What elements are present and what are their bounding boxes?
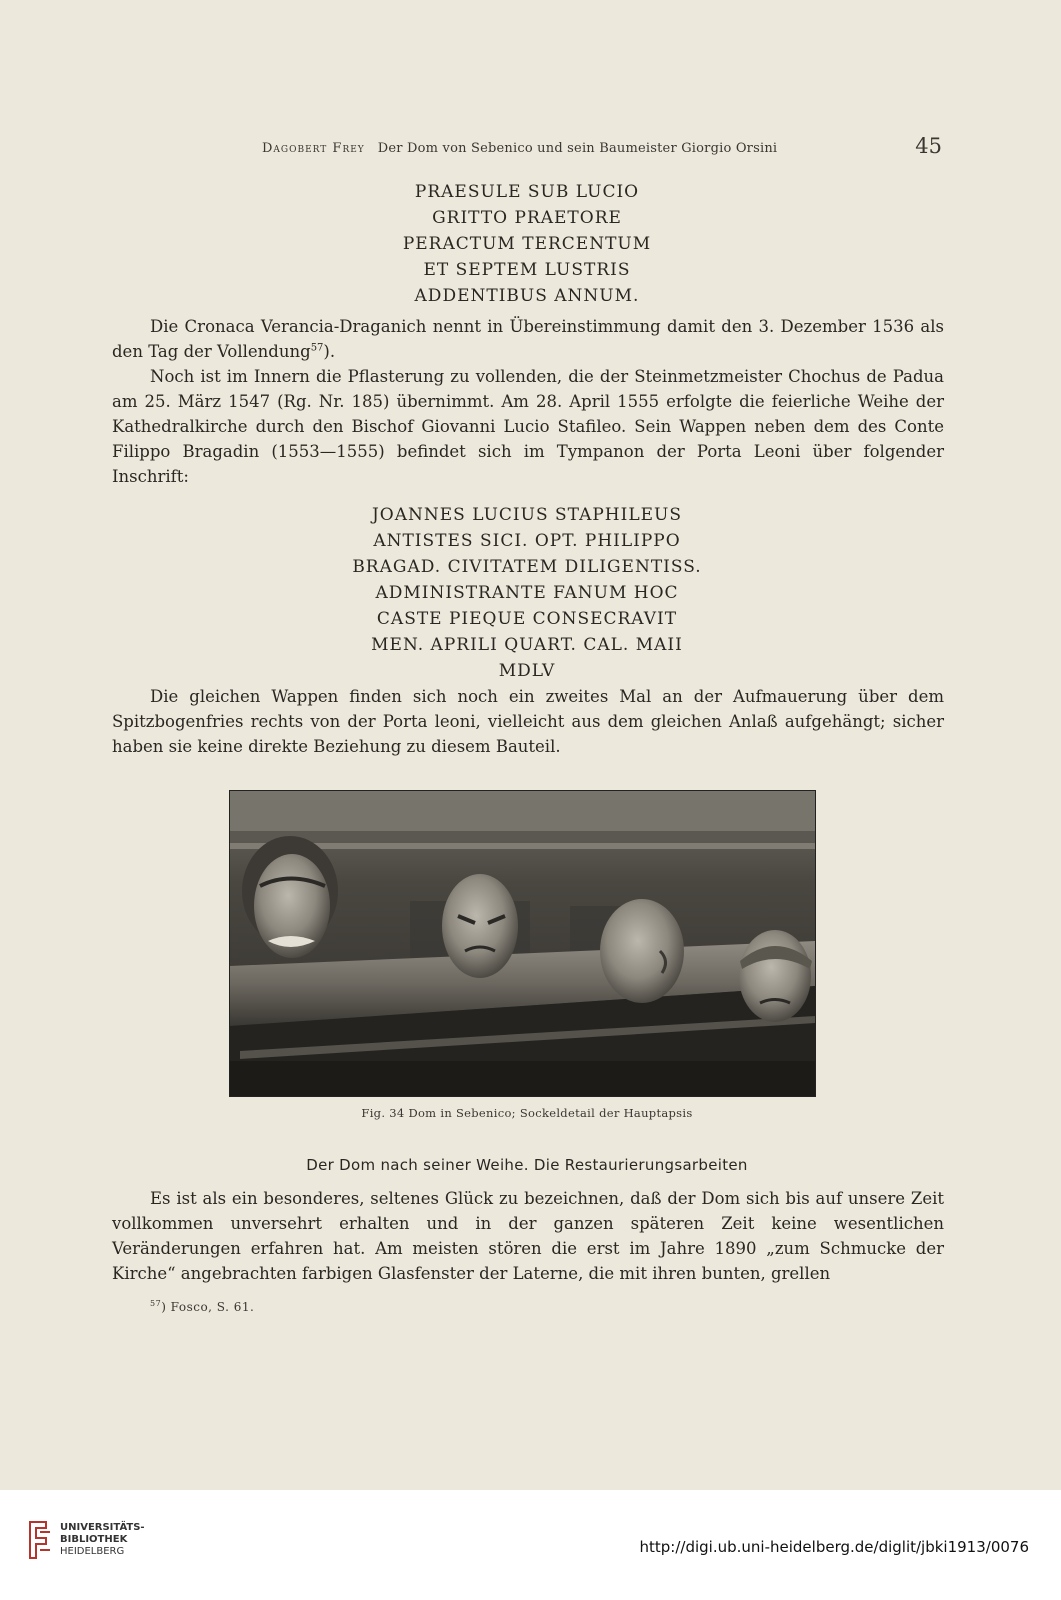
figure-caption: Fig. 34 Dom in Sebenico; Sockeldetail der Hauptapsis	[361, 1106, 693, 1120]
library-name: UNIVERSITÄTS- BIBLIOTHEK HEIDELBERG	[60, 1522, 145, 1557]
section-heading: Der Dom nach seiner Weihe. Die Restaurierungsarbeiten	[306, 1156, 748, 1174]
inscription-line: ANTISTES SICI. OPT. PHILIPPO	[373, 531, 681, 551]
header-author: Dagobert Frey	[262, 141, 365, 156]
library-logo-icon	[26, 1518, 54, 1562]
paragraph-pflasterung: Noch ist im Innern die Pflasterung zu vollenden, die der Steinmetzmeister Chochus de Padua am 25. März 1547 (Rg. Nr. 185) übernimmt. Am 28. April 1555 erfolgte die feierliche Weihe der Kathedralkirche durch den Bischof Giovanni Lucio Stafileo. Sein Wappen neben dem des Conte Filippo Bragadin (1553—1555) befindet sich im Tympanon der Porta Leoni über folgender Inschrift:	[112, 367, 944, 486]
inscription-praesule	[112, 179, 942, 309]
inscription-line: ET SEPTEM LUSTRIS	[423, 260, 631, 280]
inscription-line: MDLV	[498, 661, 556, 681]
inscription-line: GRITTO PRAETORE	[432, 208, 622, 228]
inscription-line: ADMINISTRANTE FANUM HOC	[375, 583, 679, 603]
paragraph-weihe: Es ist als ein besonderes, seltenes Glück zu bezeichnen, daß der Dom sich bis auf unsere Zeit vollkommen unversehrt erhalten und in der ganzen späteren Zeit keine wesentlichen Veränderungen erfahren hat. Am meisten stören die erst im Jahre 1890 „zum Schmucke der Kirche“ angebrachten farbigen Glasfenster der Laterne, die mit ihren bunten, grellen	[112, 1189, 944, 1283]
permalink-url[interactable]: http://digi.ub.uni-heidelberg.de/diglit/jbki1913/0076	[639, 1538, 1029, 1556]
paragraph-wappen: Die gleichen Wappen finden sich noch ein zweites Mal an der Aufmauerung über dem Spitzbogenfries rechts von der Porta leoni, vielleicht aus dem gleichen Anlaß aufgehängt; sicher haben sie keine direkte Beziehung zu diesem Bauteil.	[112, 687, 944, 756]
inscription-line: JOANNES LUCIUS STAPHILEUS	[371, 505, 682, 525]
inscription-line: PERACTUM TERCENTUM	[402, 234, 652, 254]
figure-photo-sockeldetail	[229, 790, 816, 1097]
inscription-line: BRAGAD. CIVITATEM DILIGENTISS.	[352, 557, 702, 577]
inscription-line: MEN. APRILI QUART. CAL. MAII	[371, 635, 683, 655]
footnote-ref: 57	[310, 342, 324, 354]
header-title: Der Dom von Sebenico und sein Baumeister Giorgio Orsini	[377, 141, 778, 156]
photo-illustration	[230, 791, 815, 1096]
inscription-line: PRAESULE SUB LUCIO	[414, 182, 640, 202]
paragraph-cronaca: Die Cronaca Verancia-Draganich nennt in Übereinstimmung damit den 3. Dezember 1536 als den Tag der Vollendung$^{57}$). Noch ist im Innern die Pflasterung zu vollenden, die der Steinmetzmeister Chochus de Padua am 25. März 1547 (Rg. Nr. 185) übernimmt. Am 28. April 1555 erfolgte die feierliche Weihe der Kathedralkirche durch den Bischof Giovanni Lucio Stafileo. Sein Wappen neben dem des Conte Filippo Bragadin (1553—1555) befindet sich im Tympanon der Porta Leoni über folgender Inschrift:	[112, 314, 944, 489]
page-number: 45	[915, 134, 942, 158]
inscription-joannes	[112, 502, 942, 684]
inscription-line: CASTE PIEQUE CONSECRAVIT	[376, 609, 678, 629]
carved-head-smooth	[600, 899, 684, 1003]
footnote: $^{57}$) Fosco, S. 61.	[150, 1299, 255, 1314]
carved-head-bald	[442, 874, 518, 978]
inscription-line: ADDENTIBUS ANNUM.	[414, 286, 640, 306]
running-header	[112, 133, 942, 163]
